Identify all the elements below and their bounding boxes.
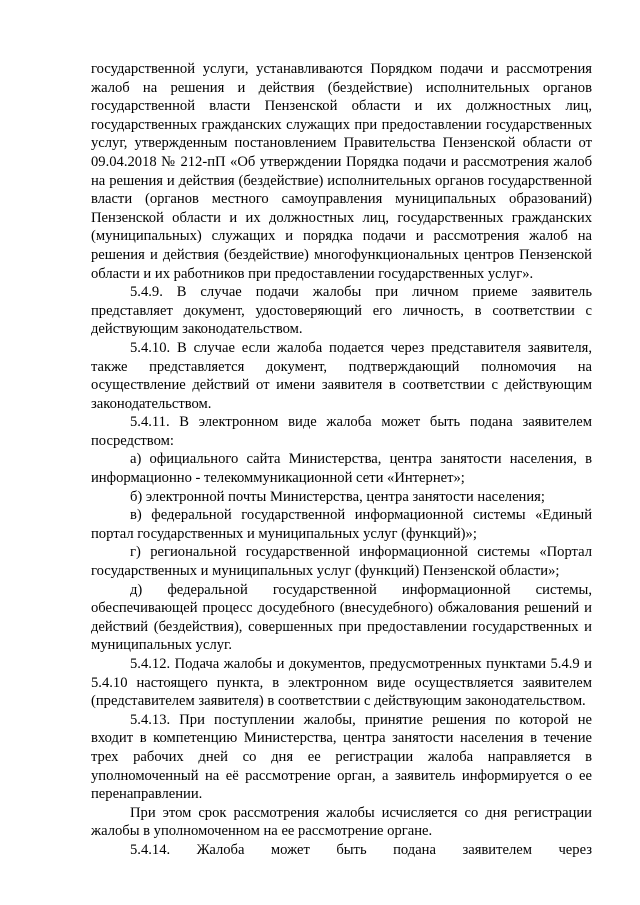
- list-item-d: д) федеральной государственной информационной системы, обеспечивающей процесс досудебного (внесудебного) обжалования решений и действий (бездействия), совершенных при предоставлении государственных и муниципальных услуг.: [91, 581, 592, 654]
- paragraph-5-4-12: 5.4.12. Подача жалобы и документов, предусмотренных пунктами 5.4.9 и 5.4.10 настоящего пункта, в электронном виде осуществляется заявителем (представителем заявителя) в соответствии с действующим законодательством.: [91, 656, 592, 710]
- list-item-a: а) официального сайта Министерства, центра занятости населения, в информационно - телекоммуникационной сети «Интернет»;: [91, 451, 592, 487]
- paragraph-5-4-14: 5.4.14. Жалоба может быть подана заявителем через: [130, 841, 592, 858]
- paragraph-5-4-9: 5.4.9. В случае подачи жалобы при личном приеме заявитель представляет документ, удостоверяющий его личность, в соответствии с действующим законодательством.: [91, 284, 592, 338]
- paragraph-continuation: государственной услуги, устанавливаются Порядком подачи и рассмотрения жалоб на решения и действия (бездействие) исполнительных органов государственной власти Пензенской области и их должностных лиц, государственных гражданских служащих при предоставлении государственных услуг, утвержденным постановлением Правительства Пензенской области от 09.04.2018 № 212-пП «Об утверждении Порядка подачи и рассмотрения жалоб на решения и действия (бездействие) исполнительных органов государственной власти (органов местного самоуправления муниципальных образований) Пензенской области и их должностных лиц, государственных гражданских (муниципальных) служащих и порядка подачи и рассмотрения жалоб на решения и действия (бездействие) многофункциональных центров Пензенской области и их работников при предоставлении государственных услуг».: [91, 61, 592, 282]
- paragraph-5-4-11: 5.4.11. В электронном виде жалоба может быть подана заявителем посредством:: [91, 414, 592, 449]
- list-item-v: в) федеральной государственной информационной системы «Единый портал государственных и муниципальных услуг (функций)»;: [91, 507, 592, 542]
- paragraph-5-4-10: 5.4.10. В случае если жалоба подается через представителя заявителя, также представляется документ, подтверждающий полномочия на осуществление действий от имени заявителя в соответствии с действующим законодательством.: [91, 339, 592, 412]
- paragraph-term: При этом срок рассмотрения жалобы исчисляется со дня регистрации жалобы в уполномоченном на ее рассмотрение органе.: [91, 804, 592, 840]
- list-item-b: б) электронной почты Министерства, центра занятости населения;: [130, 488, 545, 505]
- paragraph-5-4-13: 5.4.13. При поступлении жалобы, принятие решения по которой не входит в компетенцию Министерства, центра занятости населения в течение трех рабочих дней со дня ее регистрации жалоба направляется в уполномоченный на её рассмотрение орган, а заявитель информируется о ее перенаправлении.: [91, 711, 592, 803]
- list-item-g: г) региональной государственной информационной системы «Портал государственных и муниципальных услуг (функций) Пензенской области»;: [91, 544, 592, 580]
